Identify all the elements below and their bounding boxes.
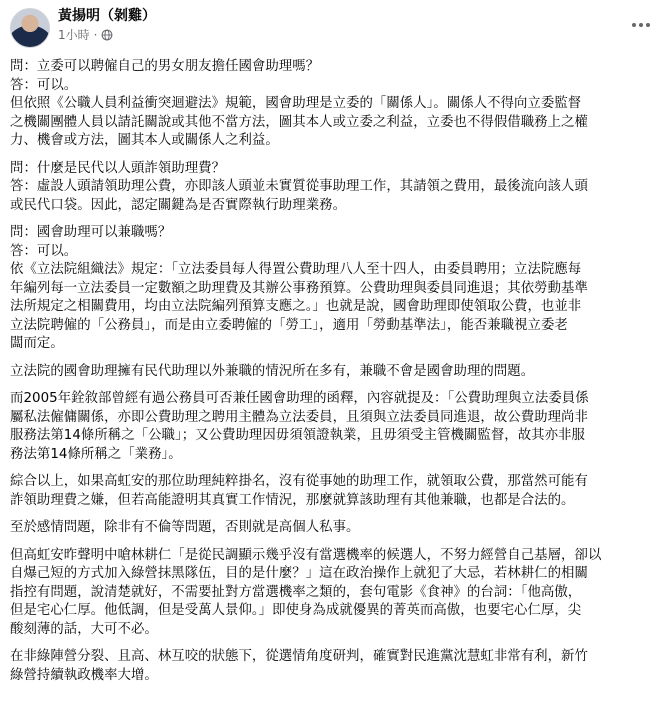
post-text-line: 但是宅心仁厚。他低調，但是受萬人景仰。」即使身為成就優異的菁英而高傲，也要宅心仁厚，尖 — [10, 603, 582, 618]
post-text-line: 問：國會助理可以兼職嗎？ — [10, 225, 172, 240]
post-paragraph — [10, 224, 659, 354]
post-text-line: 但高虹安昨聲明中嗆林耕仁「是從民調顯示幾乎沒有當選機率的候選人，不努力經營自己基層，卻以 — [10, 547, 602, 563]
post-text-line: 或民代口袋。因此，認定關鍵為是否實際執行助理業務。 — [10, 197, 347, 213]
post-text-line: 綠營持續執政機率大增。 — [10, 667, 158, 683]
post-text-line: 而2005年銓敘部曾經有過公務員可否兼任國會助理的函釋，內容就提及：「公費助理與立法委員係 — [10, 391, 589, 406]
more-horizontal-icon — [631, 13, 651, 32]
post-text-line: 問：什麼是民代以人頭詐領助理費？ — [10, 160, 226, 176]
post-paragraph — [10, 390, 659, 464]
post-paragraph — [10, 648, 659, 685]
post-paragraph — [10, 58, 659, 151]
author-name[interactable]: 黃揚明（剝雞） — [58, 8, 156, 24]
avatar[interactable] — [10, 8, 50, 48]
post-text-line: 在非綠陣營分裂、且高、林互咬的狀態下，從選情角度研判，確實對民進黨沈慧虹非常有利，新竹 — [10, 649, 588, 664]
post-text-line: 立法院聘僱的「公務員」，而是由立委聘僱的「勞工」，適用「勞動基準法」，能否兼職視立委老 — [10, 317, 568, 333]
post-meta — [58, 8, 156, 42]
post-text-line: 但依照《公職人員利益衝突迴避法》規範，國會助理是立委的「關係人」。關係人不得向立委監督 — [10, 96, 582, 111]
post-paragraph — [10, 547, 659, 640]
post-text-line: 綜合以上，如果高虹安的那位助理純粹掛名，沒有從事她的助理工作，就領取公費，那當然可能有 — [10, 474, 588, 489]
post-text-line: 答：虛設人頭請領助理公費，亦即該人頭並未實質從事助理工作，其請領之費用，最後流向該人頭 — [10, 179, 588, 194]
post-paragraph — [10, 363, 659, 382]
post-text-line: 法所規定之相關費用，均由立法院編列預算支應之。」也就是說，國會助理即使領取公費，也並非 — [10, 299, 582, 314]
post-header — [10, 8, 659, 52]
post-text-line: 務法第14條所稱之「業務」。 — [10, 446, 182, 462]
post-text-line: 屬私法僱傭關係，亦即公費助理之聘用主體為立法委員，且須與立法委員同進退，故公費助理尚非 — [10, 409, 588, 425]
post-text-line: 依《立法院組織法》規定：「立法委員每人得置公費助理八人至十四人，由委員聘用；立法院應每 — [10, 262, 582, 277]
separator-dot: · — [93, 27, 98, 42]
post-text-line: 年編列每一立法委員一定數額之助理費及其辦公事務預算。公費助理與委員同進退；其依勞動基準 — [10, 280, 588, 296]
post-text-line: 答：可以。 — [10, 77, 78, 93]
post-text-line: 之機關團體人員以請託關說或其他不當方法，圖其本人或立委之利益，立委也不得假借職務上之權 — [10, 114, 588, 130]
post-text-line: 自爆己短的方式加入綠營抹黑隊伍，目的是什麼？」這在政治操作上就犯了大忌，若林耕仁的相關 — [10, 566, 588, 581]
post-paragraph — [10, 519, 659, 538]
post-text-line: 立法院的國會助理擁有民代助理以外兼職的情況所在多有，兼職不會是國會助理的問題。 — [10, 363, 535, 379]
post-text-line: 詐領助理費之嫌，但若高能證明其真實工作情況，那麼就算該助理有其他兼職，也都是合法的。 — [10, 492, 575, 508]
post-text-line: 酸刻薄的話，大可不必。 — [10, 621, 158, 637]
post-paragraph — [10, 473, 659, 510]
post-text-line: 答：可以。 — [10, 243, 78, 259]
post-text-line: 服務法第14條所稱之「公職」；又公費助理因毋須領證執業，且毋須受主管機關監督，故其亦非服 — [10, 428, 585, 443]
post-text-line: 問：立委可以聘僱自己的男女朋友擔任國會助理嗎？ — [10, 59, 320, 74]
post-subline — [58, 28, 156, 42]
post-paragraph — [10, 160, 659, 216]
post-text-line: 至於感情問題，除非有不倫等問題，否則就是高個人私事。 — [10, 520, 360, 535]
more-options-button[interactable] — [625, 10, 657, 34]
post-text-line: 指控有問題，說清楚就好，不需要扯對方當選機率之類的，套句電影《食神》的台詞：「他高傲， — [10, 584, 582, 600]
post-timestamp[interactable]: 1小時 — [58, 27, 90, 42]
post-text-line: 闆而定。 — [10, 336, 64, 351]
post-text-line: 力、機會或方法，圖其本人或關係人之利益。 — [10, 133, 279, 148]
post-body — [10, 58, 659, 685]
globe-icon — [101, 29, 113, 41]
